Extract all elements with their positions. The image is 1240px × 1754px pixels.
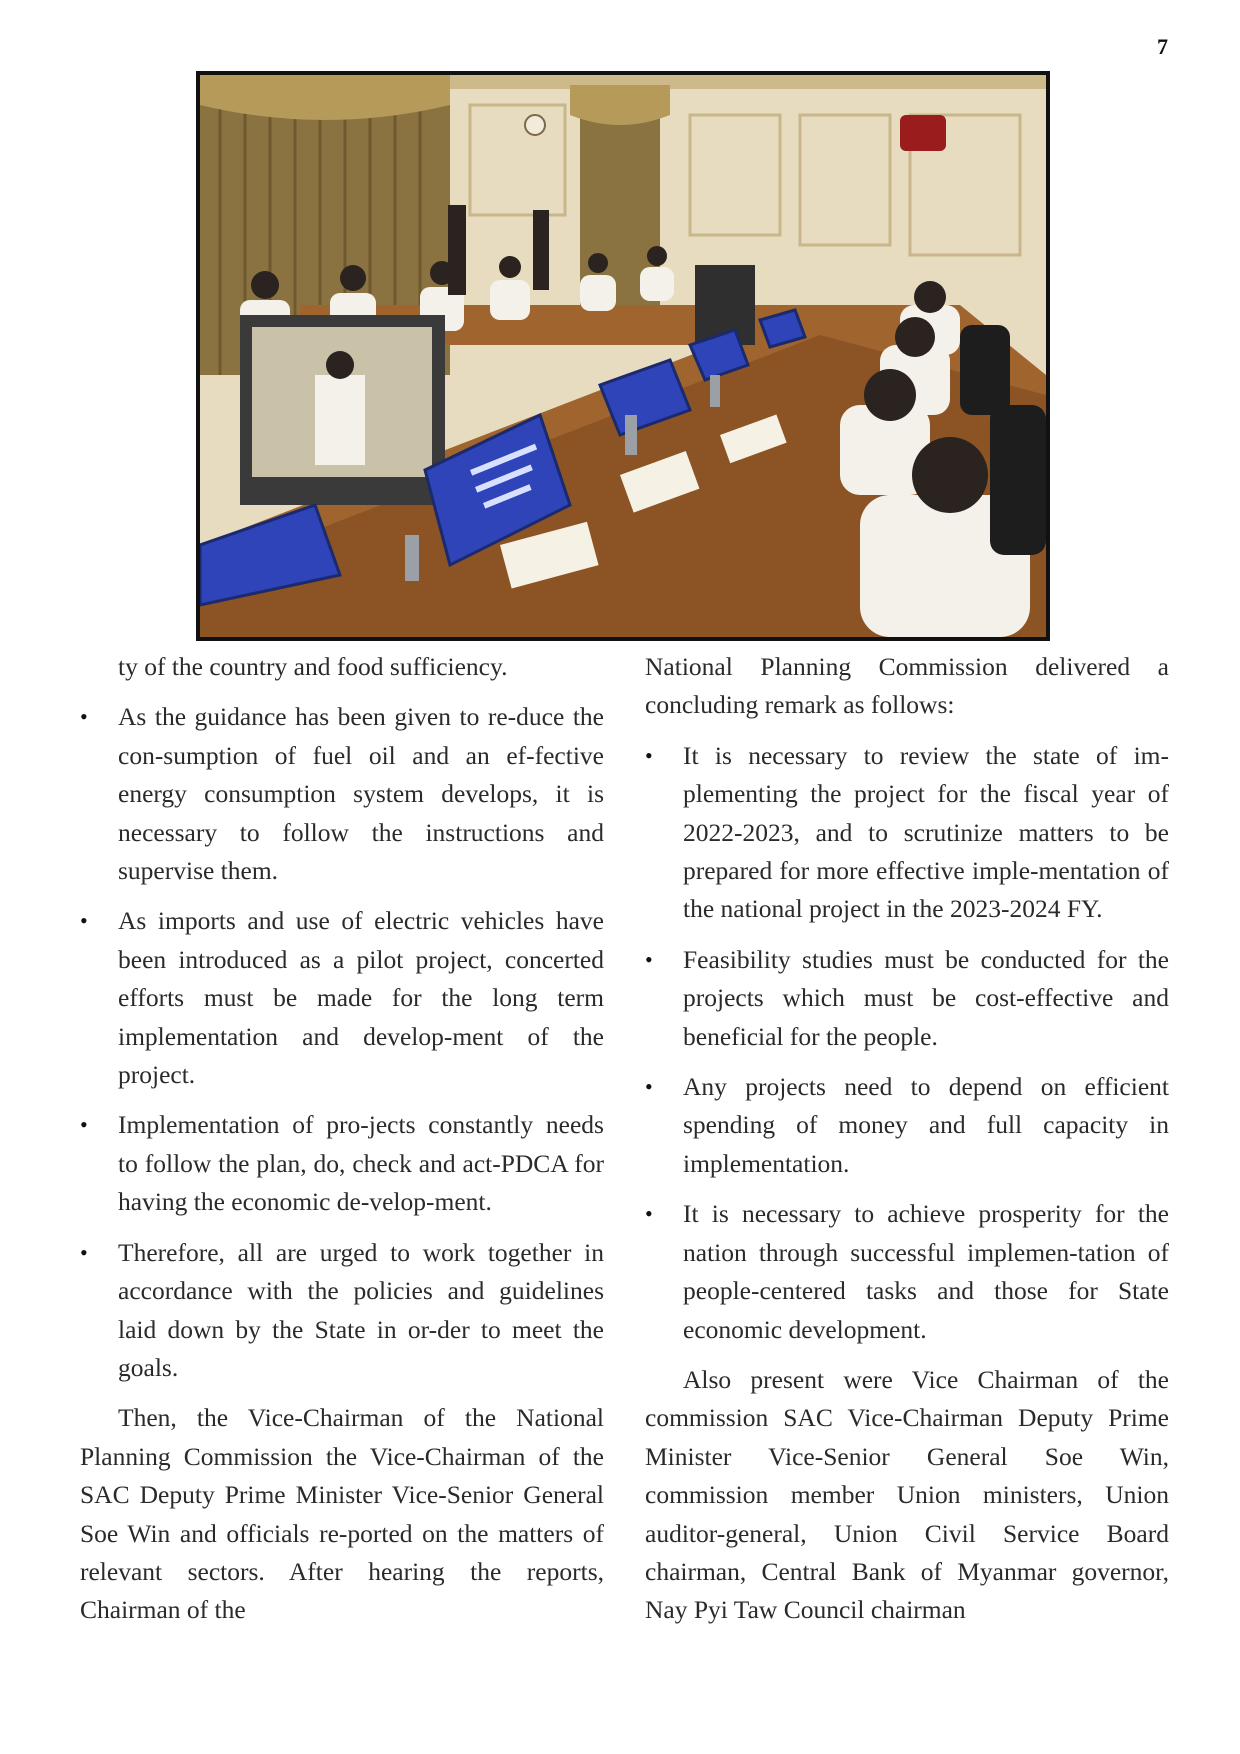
bullet-icon: • <box>645 946 653 972</box>
bullet-text: Any projects need to depend on efficient spending of money and full capacity in implementation. <box>683 1072 1169 1178</box>
bullet-text: Implementation of pro-jects constantly needs to follow the plan, do, check and act-PDCA for having the economic de-velop-ment. <box>118 1110 604 1217</box>
page-number: 7 <box>1157 34 1168 59</box>
bullet-icon: • <box>80 908 88 934</box>
list-item <box>645 941 1169 1056</box>
bullet-text: Therefore, all are urged to work together in accordance with the policies and guidelines laid down by the State in or-der to meet the goals. <box>118 1237 604 1382</box>
list-item <box>80 902 604 1094</box>
left-column <box>80 648 604 1642</box>
right-column <box>645 648 1169 1642</box>
left-lead-line: ty of the country and food sufficiency. <box>118 652 508 681</box>
bullet-icon: • <box>80 1239 88 1265</box>
bullet-text: It is necessary to review the state of im-plementing the project for the fiscal year of 2022-2023, and to scrutinize matters to be prepared for more effective imple-mentation of the national project in the 2023-2024 FY. <box>683 740 1169 924</box>
meeting-photo-illustration <box>200 75 1046 637</box>
bullet-text: As imports and use of electric vehicles have been introduced as a pilot project, concerted efforts must be made for the long term implementation and develop-ment of the project. <box>118 906 604 1090</box>
list-item <box>80 1234 604 1388</box>
meeting-photo <box>196 71 1050 641</box>
list-item <box>80 698 604 890</box>
bullet-text: It is necessary to achieve prosperity for the nation through successful implemen-tation of people-centered tasks and those for State economic development. <box>683 1199 1169 1344</box>
left-closing-paragraph: Then, the Vice-Chairman of the National Planning Commission the Vice-Chairman of the SAC Deputy Prime Minister Vice-Senior General Soe Win and officials re-ported on the matters of relevant sectors. After hearing the reports, Chairman of the <box>80 1403 604 1625</box>
bullet-text: Feasibility studies must be conducted for the projects which must be cost-effective and beneficial for the people. <box>683 944 1169 1051</box>
list-item <box>80 1106 604 1221</box>
bullet-icon: • <box>80 704 88 730</box>
right-closing-paragraph: Also present were Vice Chairman of the commission SAC Vice-Chairman Deputy Prime Minister Vice-Senior General Soe Win, commission member Union ministers, Union auditor-general, Union Civil Service Board chairman, Central Bank of Myanmar governor, Nay Pyi Taw Council chairman <box>645 1364 1169 1625</box>
left-bullet-list <box>80 698 604 1387</box>
bullet-icon: • <box>645 742 653 768</box>
bullet-text: As the guidance has been given to re-duce the con-sumption of fuel oil and an ef-fective energy consumption system develops, it is necessary to follow the instructions and supervise them. <box>118 702 604 886</box>
bullet-icon: • <box>645 1201 653 1227</box>
list-item <box>645 1068 1169 1183</box>
right-bullet-list <box>645 737 1169 1349</box>
bullet-icon: • <box>645 1074 653 1100</box>
list-item <box>645 737 1169 929</box>
right-lead-paragraph: National Planning Commission delivered a concluding remark as follows: <box>645 652 1169 720</box>
bullet-icon: • <box>80 1112 88 1138</box>
list-item <box>645 1195 1169 1349</box>
